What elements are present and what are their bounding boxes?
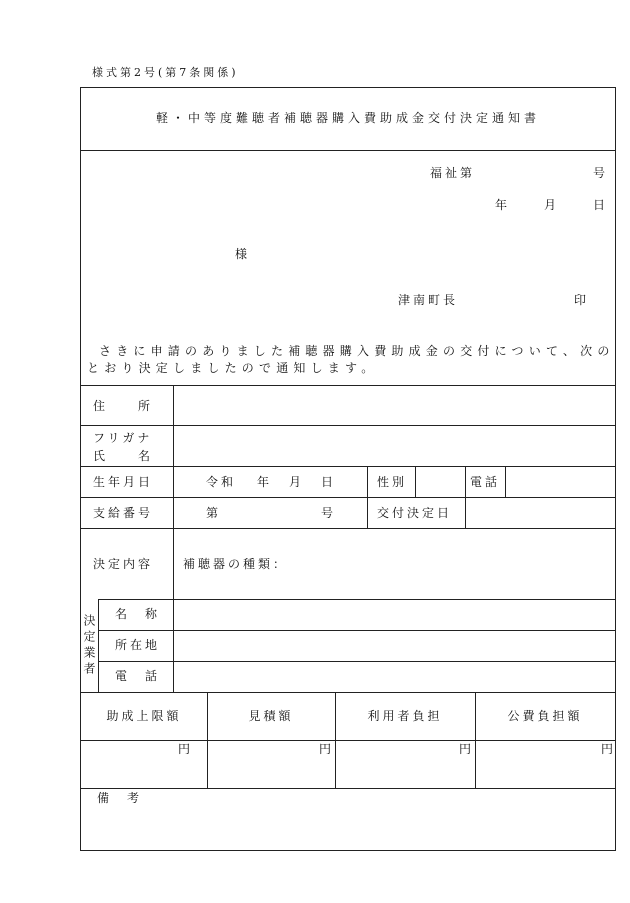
user-burden-header: 利用者負担: [367, 709, 443, 723]
gender-label: 性別: [377, 475, 408, 489]
birth-month-label: 月: [289, 475, 302, 489]
hearing-aid-type-label: 補聴器の種類：: [183, 557, 289, 571]
estimate-header: 見積額: [248, 709, 294, 723]
yen-unit: 円: [601, 742, 614, 756]
yen-unit: 円: [319, 742, 332, 756]
address-label: 住 所: [93, 399, 154, 413]
remarks-label: 備 考: [97, 791, 143, 805]
furigana-label: フリガナ: [93, 431, 153, 445]
payment-suffix: 号: [321, 506, 334, 520]
notice-form: [80, 87, 616, 851]
yen-unit: 円: [459, 742, 472, 756]
decision-date-label: 交付決定日: [377, 506, 453, 520]
vendor-location-label: 所在地: [115, 638, 161, 652]
vendor-group-label: 決定業者: [82, 614, 96, 678]
era-label: 令和: [206, 475, 237, 489]
subsidy-limit-header: 助成上限額: [106, 709, 182, 723]
date-day: 日: [593, 198, 606, 212]
addressee-suffix: 様: [235, 247, 248, 261]
name-label: 氏 名: [93, 449, 154, 463]
payment-number-label: 支給番号: [93, 506, 154, 520]
issuer-name: 津南町長: [398, 293, 459, 307]
reference-prefix: 福祉第: [430, 166, 476, 180]
yen-unit: 円: [178, 742, 191, 756]
public-burden-header: 公費負担額: [507, 709, 583, 723]
notice-body-text: さきに申請のありました補聴器購入費助成金の交付について、次のとおり決定しましたので通知します。: [87, 344, 615, 375]
birth-year-label: 年: [257, 475, 270, 489]
form-number: 様式第2号(第7条関係): [92, 66, 239, 79]
phone-label: 電話: [470, 475, 501, 489]
seal-mark: 印: [574, 293, 587, 307]
date-month: 月: [544, 198, 557, 212]
birth-day-label: 日: [321, 475, 334, 489]
decision-content-label: 決定内容: [93, 557, 154, 571]
date-year: 年: [495, 198, 508, 212]
form-title: 軽・中等度難聴者補聴器購入費助成金交付決定通知書: [155, 111, 540, 125]
payment-prefix: 第: [206, 506, 219, 520]
birthdate-label: 生年月日: [93, 475, 154, 489]
vendor-phone-label: 電 話: [115, 669, 161, 683]
vendor-name-label: 名 称: [115, 607, 161, 621]
reference-suffix: 号: [593, 166, 606, 180]
